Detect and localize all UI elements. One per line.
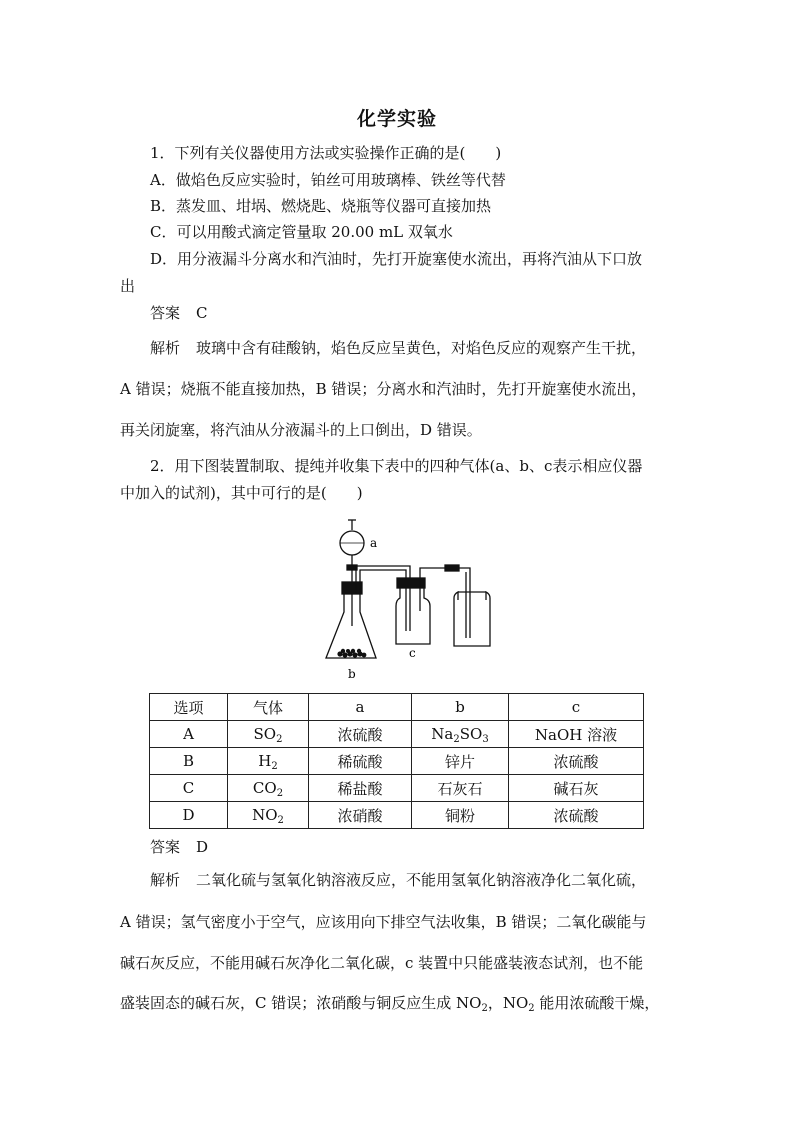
table-row [150,802,644,829]
table-cell: $NO_2$ [228,802,309,829]
q2-answer-value: D [196,838,209,856]
table-cell: 浓硫酸 [509,802,644,829]
q1-option-d: D．用分液漏斗分离水和汽油时，先打开旋塞使水流出，再将汽油从下口放 [150,250,643,268]
q2-stem-line-1: 2．用下图装置制取、提纯并收集下表中的四种气体(a、b、c表示相应仪器 [150,457,643,475]
table-cell: 碱石灰 [509,775,644,802]
q1-answer-label: 答案 [150,304,181,322]
table-header-cell: 选项 [150,694,228,721]
q1-option-b: B．蒸发皿、坩埚、燃烧匙、烧瓶等仪器可直接加热 [150,197,492,215]
q1-analysis-line-2: A 错误；烧瓶不能直接加热，B 错误；分离水和汽油时，先打开旋塞使水流出， [120,380,647,398]
wash-bottle-c [396,588,430,644]
label-b: b [348,667,356,681]
q1-analysis-text-1: 玻璃中含有硅酸钠，焰色反应呈黄色，对焰色反应的观察产生干扰， [196,339,647,357]
table-header-cell: b [412,694,509,721]
table-cell: $CO_2$ [228,775,309,802]
collecting-bottle [454,592,490,646]
q2-analysis-line-2: A 错误；氢气密度小于空气，应该用向下排空气法收集，B 错误；二氧化碳能与 [120,913,647,931]
flask-stopper [342,582,362,594]
q2-analysis-line-4: 盛装固态的碱石灰，C 错误；浓硝酸与铜反应生成 $NO_2$，$NO_2$ 能用浓硫酸干燥， [120,994,660,1014]
q2-stem-line-2: 中加入的试剂)，其中可行的是( ) [120,484,363,502]
q1-stem: 1．下列有关仪器使用方法或实验操作正确的是( ) [150,144,502,162]
reagent-table [149,693,644,829]
table-cell: $SO_2$ [228,721,309,748]
q2-answer-label: 答案 [150,838,181,856]
table-header-cell: 气体 [228,694,309,721]
table-cell: 浓硫酸 [309,721,412,748]
table-header-row [150,694,644,721]
q1-option-a: A．做焰色反应实验时，铂丝可用玻璃棒、铁丝等代替 [150,171,506,189]
solid-reagent-b [337,649,366,658]
rubber-connector [445,565,459,571]
table-header-cell: a [309,694,412,721]
table-cell: NaOH 溶液 [509,721,644,748]
q1-answer [150,303,710,323]
q2-answer [150,837,710,857]
label-c: c [409,646,416,660]
table-row [150,775,644,802]
table-cell: 铜粉 [412,802,509,829]
q1-option-c: C．可以用酸式滴定管量取 20.00 mL 双氧水 [150,223,453,241]
q1-answer-value: C [196,304,208,322]
q2-analysis-line-1 [150,870,710,890]
q2-analysis-line-3: 碱石灰反应，不能用碱石灰净化二氧化碳，c 装置中只能盛装液态试剂，也不能 [120,954,644,972]
q1-option-d-continued: 出 [120,277,136,295]
apparatus-diagram [320,516,500,684]
table-cell: B [150,748,228,775]
table-cell: $H_2$ [228,748,309,775]
table-row [150,721,644,748]
page-title: 化学实验 [356,108,437,130]
table-cell: 稀硫酸 [309,748,412,775]
table-cell: C [150,775,228,802]
label-a: a [370,536,378,550]
table-cell: 稀盐酸 [309,775,412,802]
table-cell: 锌片 [412,748,509,775]
q1-analysis-line-1 [150,338,710,358]
q2-analysis-label: 解析 [150,871,181,889]
table-body [150,721,644,829]
table-cell: 浓硝酸 [309,802,412,829]
q1-analysis-label: 解析 [150,339,181,357]
delivery-tube-3 [459,568,470,638]
delivery-tube-1 [356,566,410,631]
table-header-cell: c [509,694,644,721]
table-cell: 石灰石 [412,775,509,802]
table-cell: 浓硫酸 [509,748,644,775]
table-row [150,748,644,775]
q1-analysis-line-3: 再关闭旋塞，将汽油从分液漏斗的上口倒出，D 错误。 [120,421,482,439]
table-cell: $Na_2SO_3$ [412,721,509,748]
table-cell: A [150,721,228,748]
table-cell: D [150,802,228,829]
bottle-c-stopper [397,578,425,588]
conical-flask [326,594,376,658]
q2-analysis-text-1: 二氧化硫与氢氧化钠溶液反应，不能用氢氧化钠溶液净化二氧化硫， [196,871,647,889]
